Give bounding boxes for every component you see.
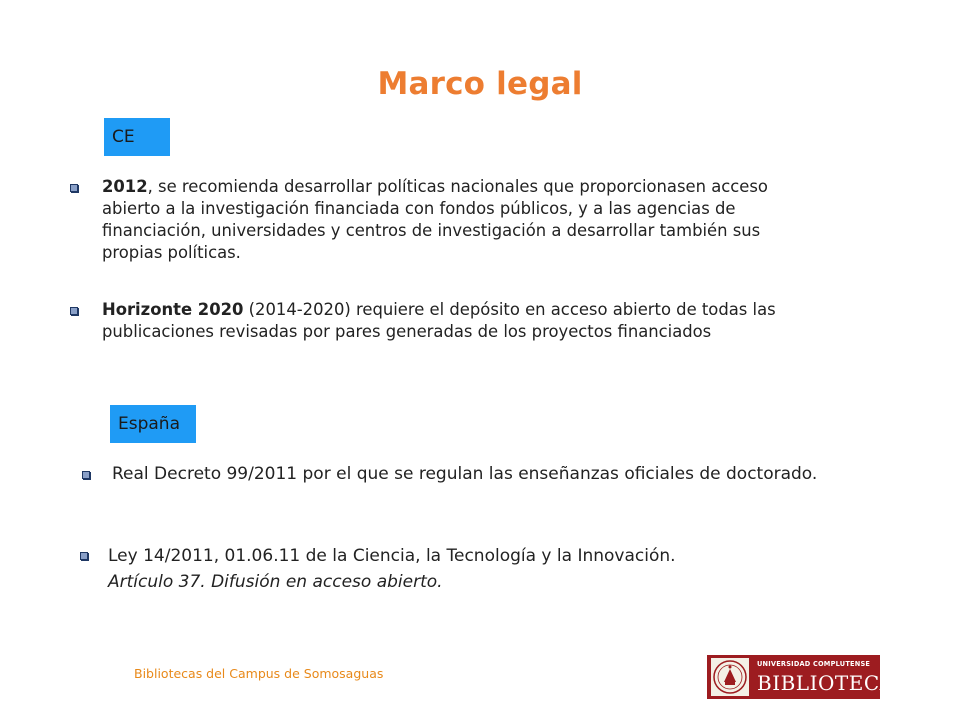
bullet-lead: Horizonte 2020: [102, 300, 244, 319]
biblioteca-logo: [707, 655, 895, 699]
square-bullet-icon: [70, 184, 78, 192]
section-tag-espana: España: [110, 405, 196, 443]
bullet-item-2012: [102, 176, 822, 264]
logo-university-name: UNIVERSIDAD COMPLUTENSE: [757, 660, 871, 668]
bullet-item-horizonte-2020: [102, 299, 872, 343]
footer-campus-text: Bibliotecas del Campus de Somosaguas: [134, 666, 384, 681]
bullet-text: Real Decreto 99/2011 por el que se regulan las enseñanzas oficiales de doctorado.: [112, 464, 818, 484]
bullet-lead: 2012: [102, 177, 148, 196]
bullet-text: Ley 14/2011, 01.06.11 de la Ciencia, la Tecnología y la Innovación.: [108, 546, 676, 566]
square-bullet-icon: [70, 307, 78, 315]
bullet-item-real-decreto: [112, 462, 832, 486]
slide-title: Marco legal: [377, 66, 583, 102]
square-bullet-icon: [82, 471, 90, 479]
section-tag-ce: CE: [104, 118, 170, 156]
bullet-item-ley-14-2011: [108, 543, 828, 595]
bullet-text: , se recomienda desarrollar políticas nacionales que proporcionasen acceso abierto a la investigación financiada con fondos públicos, y a las agencias de financiación, universidades y centros de investigación a desarrollar también sus propias políticas.: [102, 177, 768, 262]
square-bullet-icon: [80, 552, 88, 560]
bullet-subtext: Artículo 37. Difusión en acceso abierto.: [108, 572, 443, 592]
logo-biblioteca-text: BIBLIOTECA: [757, 671, 895, 695]
university-seal-icon: [711, 658, 749, 696]
bullet-text: (2014-2020) requiere el depósito en acceso abierto de todas las publicaciones revisadas por pares generadas de los proyectos financiados: [102, 300, 776, 341]
